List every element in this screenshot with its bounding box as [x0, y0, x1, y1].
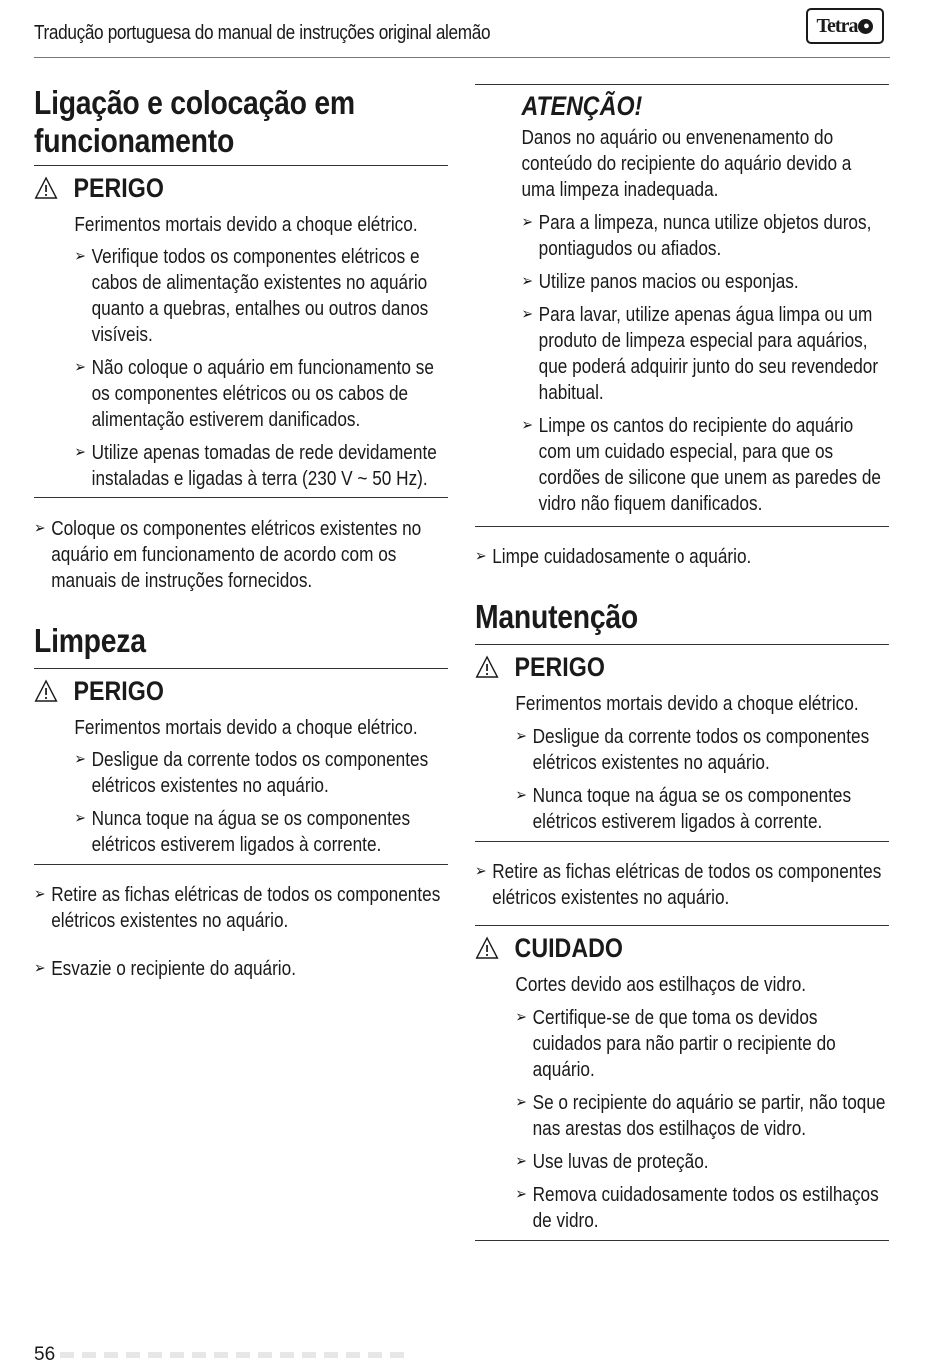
arrow-icon: ➢ [74, 359, 86, 376]
danger-box-maintenance [475, 647, 888, 835]
step-item: ➢ Limpe cuidadosamente o aquário. [475, 546, 752, 568]
list-item: ➢ Nunca toque na água se os componentes elétricos estiverem ligados à corrente. [515, 785, 852, 833]
list-item: ➢ Verifique todos os componentes elétricos e cabos de alimentação existentes no aquário quanto a quebras, entalhes ou outros danos visíveis. [74, 246, 429, 346]
attention-text: Danos no aquário ou envenenamento do conteúdo do recipiente do aquário devido a uma limpeza inadequada. [521, 127, 852, 201]
list-item: ➢ Desligue da corrente todos os componentes elétricos existentes no aquário. [74, 749, 429, 797]
logo-mark-icon: ● [858, 19, 873, 34]
section-title-maintenance: Manutenção [475, 598, 638, 635]
step-item: ➢ Coloque os componentes elétricos existentes no aquário em funcionamento de acordo com os manuais de instruções fornecidos. [34, 518, 422, 592]
divider [34, 864, 448, 865]
danger-box-setup [34, 168, 447, 492]
step-item: ➢ Retire as fichas elétricas de todos os componentes elétricos existentes no aquário. [34, 884, 441, 932]
arrow-icon: ➢ [515, 787, 527, 804]
divider [475, 526, 889, 527]
danger-label: PERIGO [73, 172, 164, 203]
list-item: ➢ Desligue da corrente todos os componentes elétricos existentes no aquário. [515, 726, 870, 774]
danger-label: PERIGO [73, 675, 164, 706]
arrow-icon: ➢ [515, 1186, 527, 1203]
attention-label: ATENÇÃO! [521, 90, 643, 121]
list-item: ➢ Remova cuidadosamente todos os estilhaços de vidro. [515, 1184, 879, 1232]
divider [34, 497, 448, 498]
attention-box [475, 87, 888, 517]
logo-text: Tetra [816, 14, 858, 37]
arrow-icon: ➢ [515, 1094, 527, 1111]
arrow-icon: ➢ [34, 520, 46, 537]
page-header-title: Tradução portuguesa do manual de instruções original alemão [34, 22, 491, 44]
danger-box-cleaning [34, 671, 447, 858]
arrow-icon: ➢ [521, 214, 533, 231]
caution-text: Cortes devido aos estilhaços de vidro. [515, 974, 807, 996]
warning-triangle-icon [475, 936, 499, 960]
arrow-icon: ➢ [521, 273, 533, 290]
arrow-icon: ➢ [74, 444, 86, 461]
list-item: ➢ Se o recipiente do aquário se partir, não toque nas arestas dos estilhaços de vidro. [515, 1092, 886, 1140]
list-item: ➢ Utilize panos macios ou esponjas. [521, 271, 799, 293]
section-title-setup: Ligação e colocação em funcionamento [34, 84, 355, 159]
danger-text: Ferimentos mortais devido a choque elétrico. [515, 693, 859, 715]
arrow-icon: ➢ [521, 417, 533, 434]
section-title-cleaning: Limpeza [34, 622, 146, 659]
page-number: 56 [34, 1344, 56, 1365]
caution-label: CUIDADO [514, 932, 623, 963]
step-item: ➢ Esvazie o recipiente do aquário. [34, 958, 296, 980]
arrow-icon: ➢ [74, 751, 86, 768]
arrow-icon: ➢ [34, 886, 46, 903]
danger-text: Ferimentos mortais devido a choque elétrico. [74, 214, 418, 236]
list-item: ➢ Utilize apenas tomadas de rede devidamente instaladas e ligadas à terra (230 V ~ 50 Hz). [74, 442, 437, 490]
divider [34, 668, 448, 669]
step-item: ➢ Retire as fichas elétricas de todos os componentes elétricos existentes no aquário. [475, 861, 882, 909]
divider [34, 165, 448, 166]
divider [475, 841, 889, 842]
divider [475, 1240, 889, 1241]
warning-triangle-icon [34, 176, 58, 200]
arrow-icon: ➢ [34, 960, 46, 977]
list-item: ➢ Nunca toque na água se os componentes elétricos estiverem ligados à corrente. [74, 808, 411, 856]
tetra-logo [806, 8, 884, 44]
caution-box [475, 928, 888, 1234]
arrow-icon: ➢ [74, 248, 86, 265]
divider [475, 84, 889, 85]
list-item: ➢ Certifique-se de que toma os devidos cuidados para não partir o recipiente do aquário. [515, 1007, 836, 1081]
list-item: ➢ Para lavar, utilize apenas água limpa ou um produto de limpeza especial para aquários, que poderá adquirir junto do seu revendedor habitual. [521, 304, 879, 404]
arrow-icon: ➢ [475, 863, 487, 880]
footer-strip [60, 1352, 410, 1358]
danger-label: PERIGO [514, 651, 605, 682]
arrow-icon: ➢ [515, 1009, 527, 1026]
arrow-icon: ➢ [521, 306, 533, 323]
list-item: ➢ Para a limpeza, nunca utilize objetos duros, pontiagudos ou afiados. [521, 212, 872, 260]
header-divider [34, 57, 890, 58]
arrow-icon: ➢ [475, 548, 487, 565]
arrow-icon: ➢ [515, 1153, 527, 1170]
list-item: ➢ Não coloque o aquário em funcionamento se os componentes elétricos ou os cabos de alimentação estiverem danificados. [74, 357, 434, 431]
danger-text: Ferimentos mortais devido a choque elétrico. [74, 717, 418, 739]
warning-triangle-icon [475, 655, 499, 679]
divider [475, 925, 889, 926]
warning-triangle-icon [34, 679, 58, 703]
divider [475, 644, 889, 645]
arrow-icon: ➢ [515, 728, 527, 745]
arrow-icon: ➢ [74, 810, 86, 827]
list-item: ➢ Limpe os cantos do recipiente do aquário com um cuidado especial, para que os cordões de silicone que unem as paredes de vidro não fiquem danificados. [521, 415, 881, 515]
list-item: ➢ Use luvas de proteção. [515, 1151, 709, 1173]
